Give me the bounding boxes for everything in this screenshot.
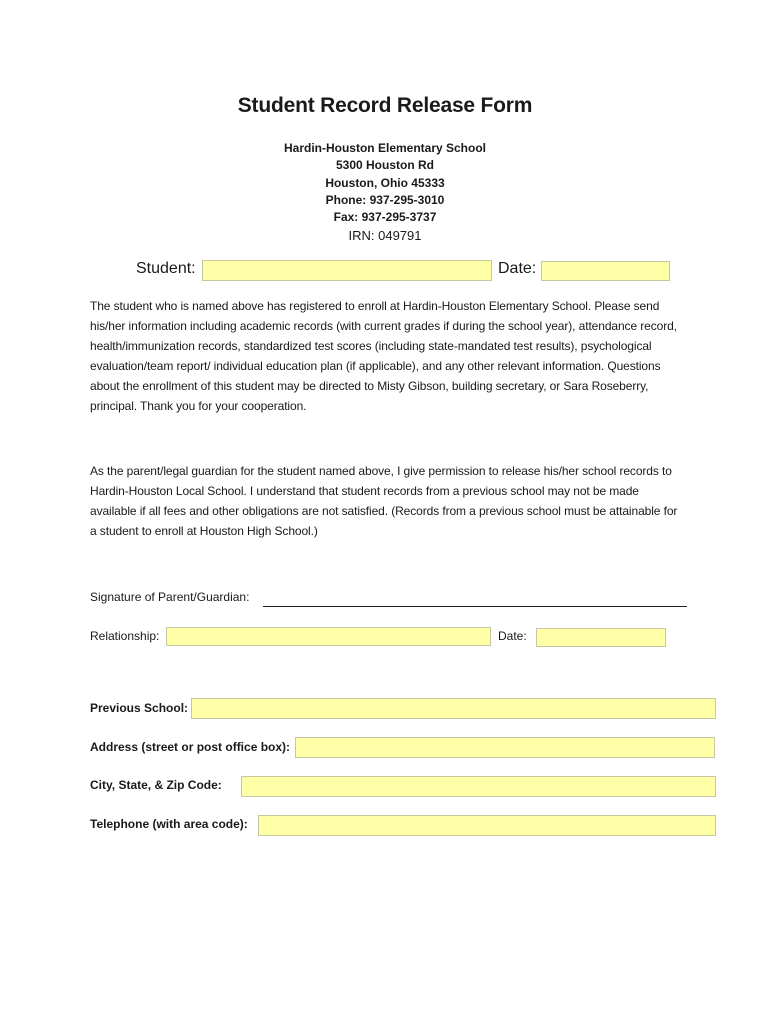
address-field[interactable] — [295, 737, 715, 758]
student-field[interactable] — [202, 260, 492, 281]
previous-school-field[interactable] — [191, 698, 716, 719]
request-paragraph: The student who is named above has registered to enroll at Hardin-Houston Elementary School. Please send his/her information including academic records (with current grades if during the school year), attendance record, health/immunization records, standardized test scores (including state-mandated test results), psychological evaluation/team report/ individual education plan (if applicable), and any other relevant information. Questions about the enrollment of this student may be directed to Misty Gibson, building secretary, or Sara Roseberry, principal. Thank you for your cooperation. — [90, 299, 677, 413]
student-label: Student: — [136, 260, 196, 277]
city-state-zip-label: City, State, & Zip Code: — [90, 778, 222, 792]
relationship-date-field[interactable] — [536, 628, 666, 647]
school-name: Hardin-Houston Elementary School — [283, 141, 487, 155]
date-label: Date: — [498, 260, 537, 277]
school-city: Houston, Ohio 45333 — [325, 175, 445, 190]
school-phone: Phone: 937-295-3010 — [325, 192, 445, 207]
previous-school-label: Previous School: — [90, 701, 189, 715]
relationship-field[interactable] — [166, 627, 491, 646]
form-title: Student Record Release Form — [237, 94, 533, 117]
permission-paragraph: As the parent/legal guardian for the student named above, I give permission to release his/her school records to Hardin-Houston Local School. I understand that student records from a previous school may not be made available if all fees and other obligations are not satisfied. (Records from a previous school must be attainable for a student to enroll at Houston High School.) — [90, 464, 678, 538]
school-info — [0, 140, 770, 245]
signature-label: Signature of Parent/Guardian: — [90, 590, 250, 604]
telephone-field[interactable] — [258, 815, 716, 836]
date-field[interactable] — [541, 261, 670, 281]
relationship-date-label: Date: — [498, 629, 527, 643]
school-street: 5300 Houston Rd — [335, 158, 434, 173]
relationship-label: Relationship: — [90, 629, 160, 643]
signature-line[interactable] — [263, 606, 687, 607]
school-fax: Fax: 937-295-3737 — [333, 210, 437, 225]
school-irn: IRN: 049791 — [348, 228, 422, 244]
city-state-zip-field[interactable] — [241, 776, 716, 797]
address-label: Address (street or post office box): — [90, 740, 291, 754]
telephone-label: Telephone (with area code): — [90, 817, 248, 831]
